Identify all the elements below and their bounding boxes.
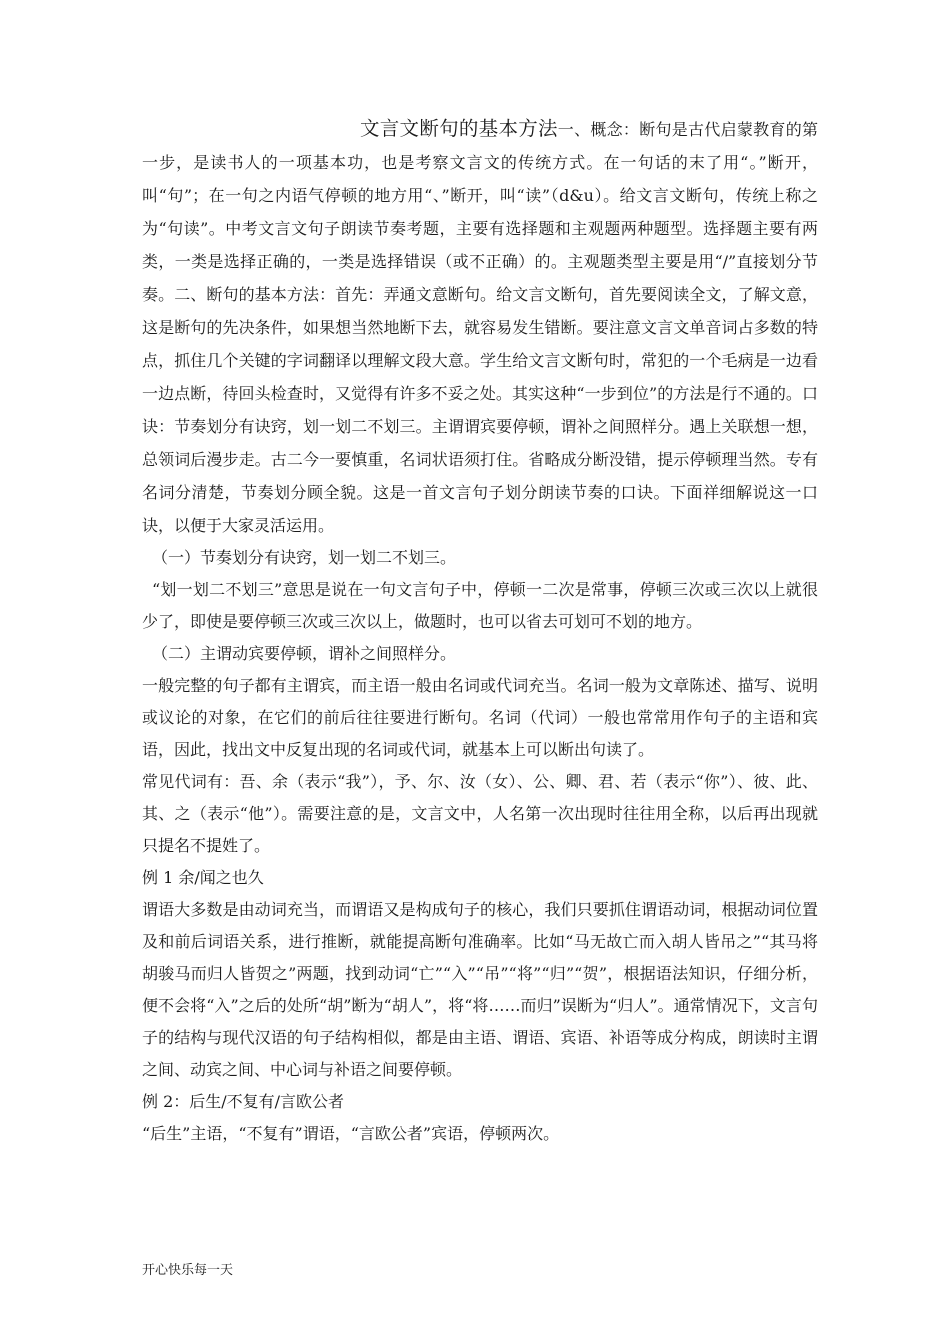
- intro-text: 一、概念：断句是古代启蒙教育的第一步，是读书人的一项基本功，也是考察文言文的传统方式。在一句话的末了用“。”断开，叫“句”；在一句之内语气停顿的地方用“、”断开，叫“读”（d&u）。给文言文断句，传统上称之为“句读”。中考文言文句子朗读节奏考题，主要有选择题和主观题两种题型。选择题主要有两类，一类是选择正确的，一类是选择错误（或不正确）的。主观题类型主要是用“/”直接划分节奏。二、断句的基本方法：首先：弄通文意断句。给文言文断句，首先要阅读全文，了解文意，这是断句的先决条件，如果想当然地断下去，就容易发生错断。要注意文言文单音词占多数的特点，抓住几个关键的字词翻译以理解文段大意。学生给文言文断句时，常犯的一个毛病是一边看一边点断，待回头检查时，又觉得有许多不妥之处。其实这种“一步到位”的方法是行不通的。口诀：节奏划分有诀窍，划一划二不划三。主谓谓宾要停顿，谓补之间照样分。遇上关联想一想，总领词后漫步走。古二今一要慎重，名词状语须打住。省略成分断没错，提示停顿理当然。专有名词分清楚，节奏划分顾全貌。这是一首文言句子划分朗读节奏的口诀。下面祥细解说这一口诀，以便于大家灵活运用。: [142, 120, 818, 535]
- document-title: 文言文断句的基本方法: [360, 117, 558, 140]
- example-2: 例 2：后生/不复有/言欧公者: [142, 1092, 345, 1111]
- page-footer: 开心快乐每一天: [142, 1263, 234, 1278]
- pronouns-paragraph: 常见代词有：吾、余（表示“我”），予、尔、汝（女）、公、卿、君、若（表示“你”）、彼、此、其、之（表示“他”）。需要注意的是，文言文中，人名第一次出现时往往用全称，以后再出现就只提名不提姓了。: [142, 772, 818, 855]
- title-paragraph: [142, 112, 818, 542]
- example-1: 例 1 余/闻之也久: [142, 868, 264, 887]
- example-2-note: “后生”主语，“不复有”谓语，“言欧公者”宾语，停顿两次。: [142, 1124, 560, 1143]
- predicate-paragraph: 谓语大多数是由动词充当，而谓语又是构成句子的核心，我们只要抓住谓语动词，根据动词位置及和前后词语关系，进行推断，就能提高断句准确率。比如“马无故亡而入胡人皆吊之”“其马将胡骏马而归人皆贺之”两题，找到动词“亡”“入”“吊”“将”“归”“贺”，根据语法知识，仔细分析，便不会将“入”之后的处所“胡”断为“胡人”，将“将……而归”误断为“归人”。通常情况下，文言句子的结构与现代汉语的句子结构相似，都是由主语、谓语、宾语、补语等成分构成，朗读时主谓之间、动宾之间、中心词与补语之间要停顿。: [142, 900, 818, 1079]
- section1-heading: （一）节奏划分有诀窍，划一划二不划三。: [152, 548, 457, 567]
- document-body: [142, 112, 818, 1150]
- section1-body: “划一划二不划三”意思是说在一句文言句子中，停顿一二次是常事，停顿三次或三次以上就很少了，即使是要停顿三次或三次以上，做题时，也可以省去可划可不划的地方。: [142, 580, 818, 631]
- section2-body: 一般完整的句子都有主谓宾，而主语一般由名词或代词充当。名词一般为文章陈述、描写、说明或议论的对象，在它们的前后往往要进行断句。名词（代词）一般也常常用作句子的主语和宾语，因此，找出文中反复出现的名词或代词，就基本上可以断出句读了。: [142, 676, 818, 759]
- section2-heading: （二）主谓动宾要停顿，谓补之间照样分。: [152, 644, 457, 663]
